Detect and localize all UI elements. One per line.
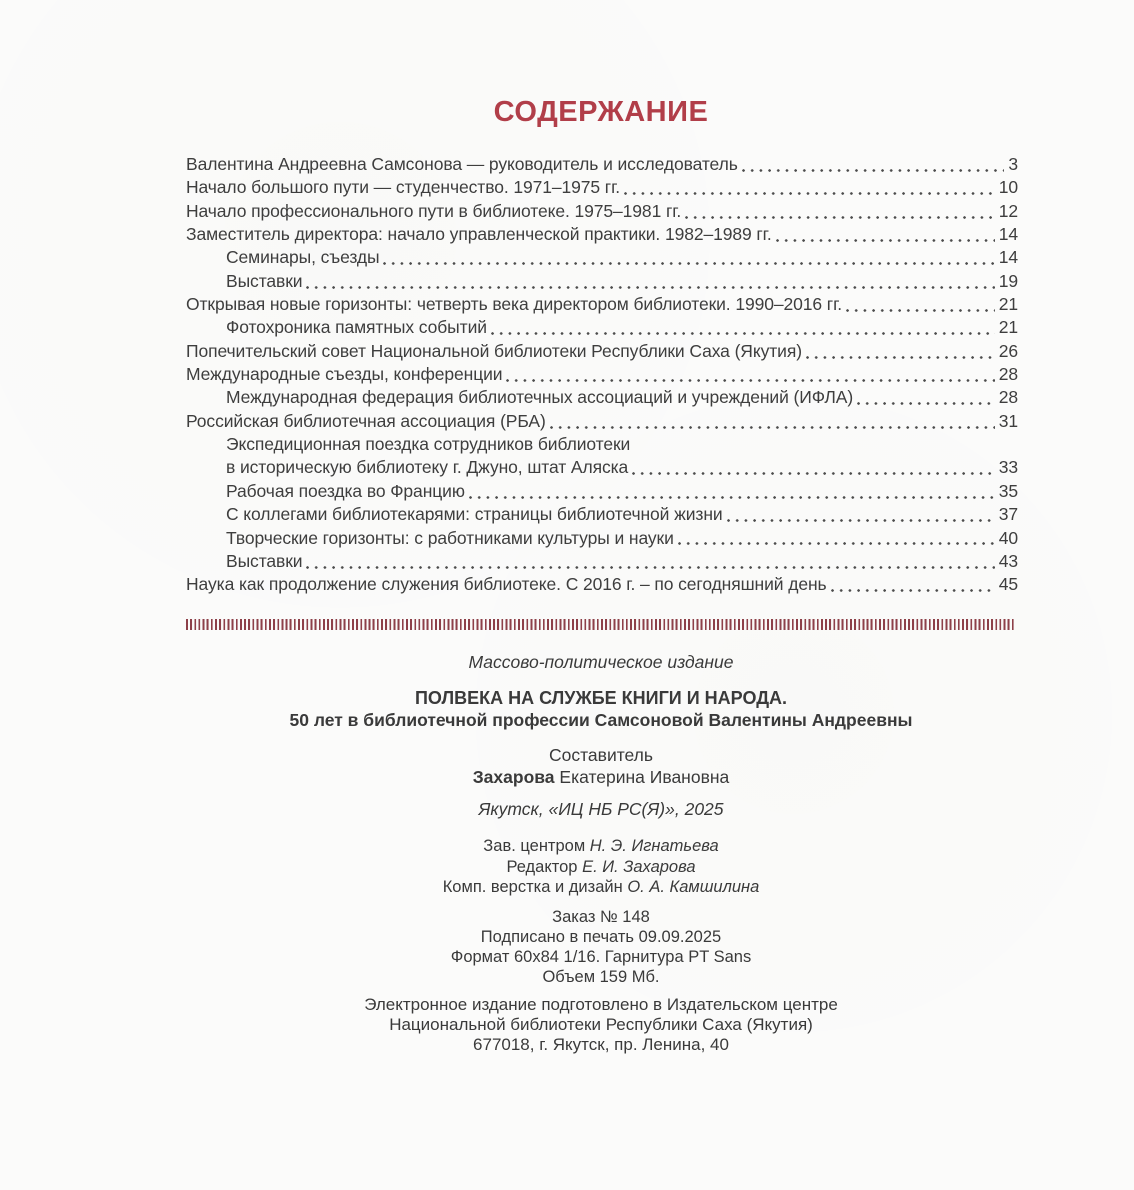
toc-entry-page: 14 — [998, 224, 1018, 245]
toc-entry-page: 12 — [998, 200, 1018, 221]
publisher-info-line: 677018, г. Якутск, пр. Ленина, 40 — [473, 1035, 729, 1055]
toc-entry — [186, 503, 1018, 526]
staff-role: Редактор — [506, 857, 583, 876]
toc-entry-label: Заместитель директора: начало управленческой практики. 1982–1989 гг. — [186, 224, 772, 245]
toc-entry-label: Выставки — [226, 550, 303, 571]
compiler-name — [186, 766, 1016, 788]
toc-entry-page: 26 — [998, 340, 1018, 361]
toc-entry-page: 45 — [998, 574, 1018, 595]
print-info-line: Объем 159 Мб. — [542, 968, 660, 987]
staff-line — [186, 877, 1016, 898]
toc-entry-page: 43 — [998, 550, 1018, 571]
toc-entry-label: С коллегами библиотекарями: страницы библиотечной жизни — [226, 504, 723, 525]
dot-leader — [506, 363, 996, 386]
staff-line — [186, 857, 1016, 878]
decorative-ticks-divider — [186, 619, 1016, 630]
toc-entry-label: Начало большого пути — студенчество. 1971–1975 гг. — [186, 177, 621, 198]
dot-leader — [857, 386, 997, 409]
toc-entry-label: Открывая новые горизонты: четверть века директором библиотеки. 1990–2016 гг. — [186, 294, 842, 315]
toc-entry-page: 33 — [998, 457, 1018, 478]
print-info-line: Подписано в печать 09.09.2025 — [480, 928, 722, 947]
book-subtitle: 50 лет в библиотечной профессии Самсоновой Валентины Андреевны — [289, 710, 913, 730]
publisher-info — [186, 995, 1016, 1055]
print-info — [186, 907, 1016, 987]
dot-leader — [742, 153, 1007, 176]
dot-leader — [624, 176, 997, 199]
staff-role: Зав. центром — [483, 837, 590, 855]
toc-entry-label: Выставки — [226, 270, 303, 291]
toc-entry-page: 21 — [998, 294, 1018, 315]
edition-type: Массово-политическое издание — [468, 652, 734, 672]
toc-entry — [186, 573, 1018, 596]
toc-entry — [186, 550, 1018, 573]
toc-entry-label: Попечительский совет Национальной библиотеки Республики Саха (Якутия) — [186, 340, 802, 361]
dot-leader — [306, 270, 996, 293]
toc-entry-page: 37 — [998, 504, 1018, 525]
book-title: ПОЛВЕКА НА СЛУЖБЕ КНИГИ И НАРОДА. — [414, 688, 788, 708]
toc-entry-page: 10 — [998, 177, 1018, 198]
compiler-given-names: Екатерина Ивановна — [554, 767, 730, 787]
toc-entry — [186, 270, 1018, 293]
dot-leader — [685, 200, 997, 223]
toc-entry — [186, 433, 1018, 456]
toc-entry-page: 28 — [998, 387, 1018, 408]
toc-entry-page: 31 — [998, 410, 1018, 431]
dot-leader — [383, 246, 996, 269]
staff-person: О. А. Камшилина — [627, 878, 760, 897]
dot-leader — [550, 410, 997, 433]
toc-entry — [186, 293, 1018, 316]
toc-entry — [186, 316, 1018, 339]
table-of-contents — [186, 153, 1018, 597]
page-title: СОДЕРЖАНИЕ — [493, 96, 709, 128]
publisher-info-line: Электронное издание подготовлено в Издательском центре — [364, 995, 838, 1015]
dot-leader — [806, 340, 997, 363]
toc-entry-label: Семинары, съезды — [226, 247, 380, 268]
dot-leader — [491, 316, 997, 339]
toc-entry — [186, 340, 1018, 363]
staff-person: Н. Э. Игнатьева — [589, 837, 719, 855]
dot-leader — [776, 223, 997, 246]
staff-credits — [186, 836, 1016, 898]
toc-entry-label: в историческую библиотеку г. Джуно, штат Аляска — [226, 457, 629, 478]
toc-entry — [186, 246, 1018, 269]
staff-line — [186, 836, 1016, 857]
publisher-info-line: Национальной библиотеки Республики Саха (Якутия) — [389, 1015, 813, 1035]
dot-leader — [727, 503, 997, 526]
print-info-line: Заказ № 148 — [552, 908, 650, 927]
toc-entry — [186, 480, 1018, 503]
toc-entry-label: Валентина Андреевна Самсонова — руководитель и исследователь — [186, 154, 738, 174]
toc-entry-label: Российская библиотечная ассоциация (РБА) — [186, 410, 546, 431]
toc-entry-label: Международные съезды, конференции — [186, 364, 503, 385]
toc-entry — [186, 363, 1018, 386]
toc-entry-page: 3 — [1008, 154, 1018, 174]
toc-entry-label: Рабочая поездка во Францию — [226, 480, 465, 501]
toc-entry — [186, 410, 1018, 433]
toc-entry-label: Наука как продолжение служения библиотеке. С 2016 г. – по сегодняшний день — [186, 574, 827, 595]
toc-entry-label: Фотохроника памятных событий — [226, 317, 487, 338]
toc-entry — [186, 223, 1018, 246]
toc-entry-label: Творческие горизонты: с работниками культуры и науки — [226, 527, 674, 548]
staff-person: Е. И. Захарова — [582, 857, 696, 876]
toc-entry — [186, 527, 1018, 550]
toc-entry — [186, 456, 1018, 479]
toc-entry-page: 40 — [998, 527, 1018, 548]
toc-entry-label: Экспедиционная поездка сотрудников библиотеки — [226, 434, 631, 455]
toc-entry-page: 19 — [998, 270, 1018, 291]
toc-entry-page: 28 — [998, 364, 1018, 385]
dot-leader — [469, 480, 997, 503]
toc-entry-page: 21 — [998, 317, 1018, 338]
toc-entry — [186, 176, 1018, 199]
toc-entry — [186, 200, 1018, 223]
dot-leader — [846, 293, 997, 316]
toc-entry-label: Международная федерация библиотечных ассоциаций и учреждений (ИФЛА) — [226, 387, 854, 408]
toc-entry — [186, 153, 1018, 176]
dot-leader — [831, 573, 997, 596]
toc-entry-label: Начало профессионального пути в библиотеке. 1975–1981 гг. — [186, 200, 682, 221]
print-info-line: Формат 60х84 1/16. Гарнитура PT Sans — [450, 948, 752, 967]
compiler-label: Составитель — [548, 745, 654, 765]
imprint-line: Якутск, «ИЦ НБ РС(Я)», 2025 — [478, 799, 724, 819]
compiler-surname: Захарова — [472, 767, 555, 787]
toc-entry — [186, 386, 1018, 409]
dot-leader — [678, 527, 997, 550]
toc-entry-page: 14 — [998, 247, 1018, 268]
toc-entry-page: 35 — [998, 480, 1018, 501]
staff-role: Комп. верстка и дизайн — [442, 878, 628, 897]
dot-leader — [632, 456, 997, 479]
dot-leader — [306, 550, 996, 573]
colophon — [186, 652, 1016, 1055]
